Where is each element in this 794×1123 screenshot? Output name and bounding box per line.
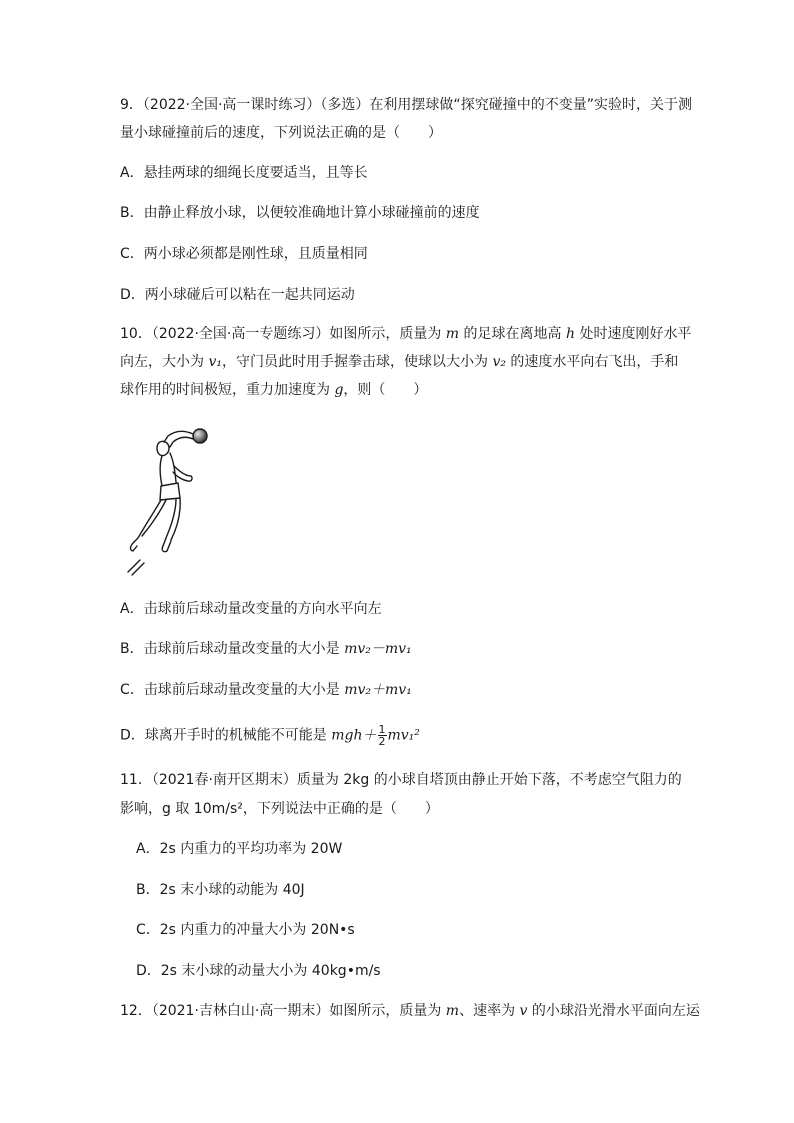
q10-option-b[interactable] [120, 639, 412, 659]
q11-stem-line1: 11．（2021春·南开区期末）质量为 2kg 的小球自塔顶由静止开始下落，不考虑空气阻力的 [120, 772, 682, 788]
v2-symbol: v₂ [492, 354, 506, 370]
q12-stem-text: 、速率为 [459, 1003, 520, 1019]
q10-option-d-expr: mv₁² [387, 727, 420, 744]
q10-stem-text: ，守门员此时用手握拳击球，使球以大小为 [221, 354, 493, 370]
q9-option-c[interactable]: C．两小球必须都是刚性球，且质量相同 [120, 246, 368, 262]
speed-symbol: v [519, 1003, 528, 1019]
q11-stem-line2: 影响，g 取 10m/s²，下列说法中正确的是（ ） [120, 801, 439, 817]
q9-stem-line2: 量小球碰撞前后的速度，下列说法正确的是（ ） [120, 125, 442, 141]
q12-stem-line1 [120, 1001, 700, 1021]
mass-symbol: m [445, 1003, 460, 1019]
mass-symbol: m [445, 326, 460, 342]
q10-option-c[interactable] [120, 680, 412, 700]
v1-symbol: v₁ [208, 354, 222, 370]
q10-option-b-text: B．击球前后球动量改变量的大小是 [120, 641, 345, 657]
q12-stem-text: 12．（2021·吉林白山·高一期末）如图所示，质量为 [120, 1003, 446, 1019]
fraction-numerator: 1 [378, 723, 386, 736]
q10-stem-line1 [120, 324, 691, 344]
q10-stem-text: 向左，大小为 [120, 354, 209, 370]
q9-option-b[interactable]: B．由静止释放小球，以便较准确地计算小球碰撞前的速度 [120, 205, 480, 221]
q10-option-d-text: D．球离开手时的机械能不可能是 [120, 727, 332, 744]
q10-stem-text: 的足球在离地高 [459, 326, 566, 342]
q10-stem-line3 [120, 380, 427, 400]
q10-stem-line2 [120, 352, 678, 372]
fraction-denominator: 2 [378, 735, 386, 748]
goalkeeper-punching-ball-icon [116, 420, 226, 580]
q10-stem-text: 10．（2022·全国·高一专题练习）如图所示，质量为 [120, 326, 446, 342]
q10-option-d-expr: mgh＋ [331, 727, 377, 744]
fraction-one-half [378, 724, 387, 747]
q9-stem-line1: 9．（2022·全国·高一课时练习）（多选）在利用摆球做“探究碰撞中的不变量”实验时，关于测 [120, 97, 692, 113]
q10-stem-text: 处时速度刚好水平 [575, 326, 692, 342]
q10-stem-text: 的速度水平向右飞出，手和 [505, 354, 679, 370]
q10-option-c-text: C．击球前后球动量改变量的大小是 [120, 682, 345, 698]
height-symbol: h [565, 326, 576, 342]
q12-stem-text: 的小球沿光滑水平面向左运 [527, 1003, 700, 1019]
q10-stem-text: 球作用的时间极短，重力加速度为 [120, 382, 335, 398]
q11-option-d[interactable]: D．2s 末小球的动量大小为 40kg•m/s [136, 963, 381, 979]
q10-option-d[interactable] [120, 724, 420, 747]
q10-option-b-expr: mv₂－mv₁ [344, 641, 412, 657]
gravity-symbol: g [334, 382, 344, 398]
q10-option-c-expr: mv₂＋mv₁ [344, 682, 412, 698]
q9-option-d[interactable]: D．两小球碰后可以粘在一起共同运动 [120, 287, 355, 303]
q11-option-c[interactable]: C．2s 内重力的冲量大小为 20N•s [136, 922, 355, 938]
q10-option-a[interactable]: A．击球前后球动量改变量的方向水平向左 [120, 601, 382, 617]
q11-option-b[interactable]: B．2s 末小球的动能为 40J [136, 882, 305, 898]
q10-stem-text: ，则（ ） [343, 382, 428, 398]
q11-option-a[interactable]: A．2s 内重力的平均功率为 20W [136, 841, 343, 857]
q9-option-a[interactable]: A．悬挂两球的细绳长度要适当，且等长 [120, 165, 368, 181]
